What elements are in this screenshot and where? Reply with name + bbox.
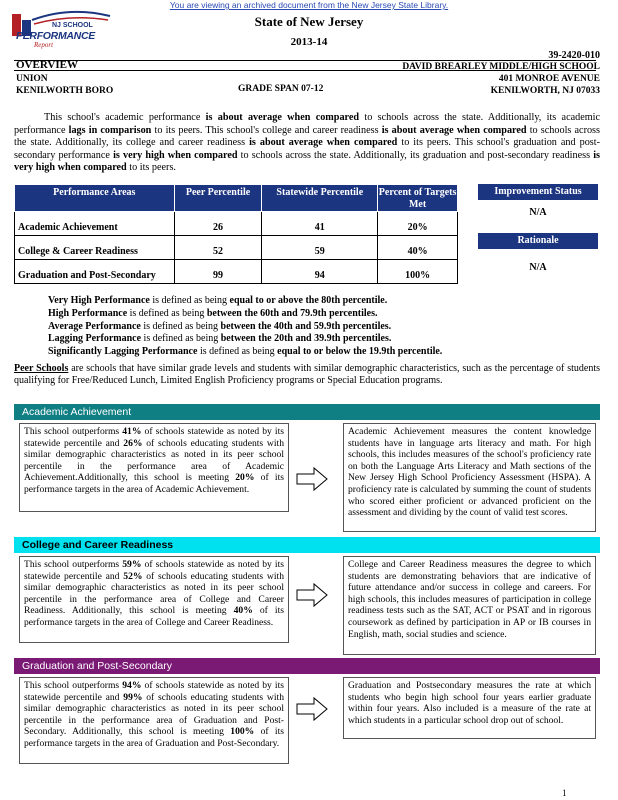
body-text: of schools educating students with similar demographic characteristics as noted in its peer school percentile in the performance area of Graduation and Post-Secondary. Additionally, this school is meeting (24, 691, 284, 738)
definition-term: Lagging Performance (48, 333, 142, 345)
row-peer: 99 (174, 260, 262, 284)
page-number: 1 (562, 788, 567, 798)
row-area: Graduation and Post-Secondary (15, 260, 175, 284)
definition-rule: equal to or above the 80th percentile. (229, 295, 388, 306)
performance-table (14, 184, 458, 284)
body-text: of its performance targets in the area of Graduation and Post-Secondary. (24, 726, 284, 749)
emphasis-text: 40% (233, 605, 253, 617)
academic-achievement-description: Academic Achievement measures the content knowledge students have in language arts literacy and math. For high schools, this includes measures of the school's proficiency rate on both the Language Arts Literacy and Math sections of the New Jersey High School Proficiency Assessment (HSPA). A proficiency rate is calculated by summing the count of students who scored either proficient or advanced proficient on the assessment and dividing by the count of valid test scores. (343, 423, 596, 532)
definition-rule: equal to or below the 19.9th percentile. (277, 346, 443, 358)
body-text: This school outperforms (24, 426, 123, 437)
col-header-statewide: Statewide Percentile (262, 185, 378, 212)
overview-label: OVERVIEW (16, 59, 78, 71)
definition-term: Very High Performance (48, 295, 150, 306)
emphasis-text: is about average when compared (249, 137, 398, 149)
table-row (15, 236, 458, 260)
definition-line (48, 346, 442, 359)
emphasis-text: 100% (230, 726, 255, 738)
body-text: of schools statewide as noted by its statewide percentile and (24, 426, 284, 449)
body-text: This school outperforms (24, 680, 123, 691)
peer-schools-definition (14, 363, 600, 388)
district-info (16, 73, 113, 97)
body-text: to schools across the state. Additionally, its college and career readiness (14, 124, 600, 149)
body-text: to schools across the state. Additionally, its graduation and post-secondary readiness (237, 149, 594, 161)
graduation-description: Graduation and Postsecondary measures the rate at which students who begin high school four years earlier graduate within four years. Also included is a measure of the rate at which students in a particular school drop out of school. (343, 677, 596, 739)
table-row (15, 212, 458, 236)
row-area: College & Career Readiness (15, 236, 175, 260)
arrow-right-icon (296, 696, 328, 722)
rationale-label: Rationale (478, 233, 598, 249)
body-text: of schools educating students with similar demographic characteristics as noted in its peer school percentile in the performance area of College and Career Readiness. Additionally, this school is meeting (24, 570, 284, 617)
row-statewide: 41 (262, 212, 378, 236)
row-peer: 52 (174, 236, 262, 260)
graduation-result (19, 677, 289, 764)
improvement-status-panel (478, 184, 598, 218)
definition-line (48, 295, 442, 308)
table-row (15, 260, 458, 284)
rationale-value: N/A (529, 262, 547, 273)
improvement-status-value: N/A (529, 207, 547, 218)
col-header-peer: Peer Percentile (174, 185, 262, 212)
district-name: KENILWORTH BORO (16, 86, 114, 96)
emphasis-text: is about average when compared (381, 124, 527, 136)
logo-sub-text: Report (34, 41, 54, 49)
row-statewide: 59 (262, 236, 378, 260)
col-header-targets: Percent of Targets Met (378, 185, 458, 212)
logo-main-text: PERFORMANCE (16, 30, 95, 42)
peer-schools-text: are schools that have similar grade levels and students with similar demographic characteristics, such as the percentage of students qualifying for Free/Reduced Lunch, Limited English Proficiency programs or Special Education programs. (14, 363, 600, 387)
body-text: This school's academic performance (44, 112, 206, 123)
section-header-college-career-readiness: College and Career Readiness (14, 537, 600, 553)
row-area: Academic Achievement (15, 212, 175, 236)
body-text: of its performance targets in the area of Academic Achievement. (24, 472, 284, 495)
archive-notice-link[interactable]: You are viewing an archived document from the New Jersey State Library. (169, 0, 449, 10)
school-year: 2013-14 (290, 36, 328, 48)
definition-line (48, 321, 442, 334)
definition-mid: is defined as being (149, 295, 230, 306)
document-title: State of New Jersey (254, 14, 364, 29)
arrow-right-icon (296, 582, 328, 608)
definition-mid: is defined as being (140, 320, 221, 332)
emphasis-text: 41% (122, 426, 142, 437)
emphasis-text: is very high when compared (14, 149, 600, 174)
school-code: 39-2420-010 (548, 50, 600, 61)
emphasis-text: 52% (123, 570, 143, 582)
emphasis-text: lags in comparison (68, 124, 152, 136)
section-header-academic-achievement: Academic Achievement (14, 404, 600, 420)
definition-line (48, 308, 442, 321)
body-text: of its performance targets in the area of College and Career Readiness. (24, 605, 284, 628)
emphasis-text: 20% (235, 472, 255, 484)
section-header-graduation-post-secondary: Graduation and Post-Secondary (14, 658, 600, 674)
peer-schools-term: Peer Schools (14, 363, 69, 374)
body-text: to its peers. (126, 162, 176, 174)
grade-span: GRADE SPAN 07-12 (238, 84, 324, 94)
performance-definitions (48, 295, 442, 359)
emphasis-text: 99% (123, 691, 143, 703)
emphasis-text: 94% (122, 680, 142, 691)
school-city: KENILWORTH, NJ 07033 (490, 86, 600, 96)
row-statewide: 94 (262, 260, 378, 284)
arrow-right-icon (296, 466, 328, 492)
definition-rule: between the 60th and 79.9th percentiles. (206, 307, 378, 319)
body-text: of schools educating students with similar demographic characteristics as noted in its peer school percentile in the performance area of Academic Achievement.Additionally, this school is meeting (24, 437, 284, 484)
school-name: DAVID BREARLEY MIDDLE/HIGH SCHOOL (402, 62, 600, 72)
emphasis-text: 26% (123, 437, 143, 449)
body-text: of schools statewide as noted by its statewide percentile and (24, 559, 284, 582)
improvement-status-label: Improvement Status (478, 184, 598, 200)
academic-achievement-result (19, 423, 289, 512)
college-career-result (19, 556, 289, 643)
county-name: UNION (16, 74, 48, 84)
row-targets: 20% (378, 212, 458, 236)
rationale-panel (478, 233, 598, 273)
definition-term: Significantly Lagging Performance (48, 346, 198, 358)
body-text: This school outperforms (24, 559, 123, 570)
emphasis-text: 59% (122, 559, 142, 570)
emphasis-text: is very high when compared (113, 149, 238, 161)
logo-top-text: NJ SCHOOL (52, 22, 93, 29)
definition-rule: between the 20th and 39.9th percentiles. (220, 333, 392, 345)
emphasis-text: is about average when compared (205, 112, 360, 123)
row-targets: 40% (378, 236, 458, 260)
college-career-description: College and Career Readiness measures the degree to which students are demonstrating behaviors that are indicative of future attendance and/or success in college and careers. For high schools, this includes measures of participation in college readiness tests such as the SAT, ACT or PSAT and in rigorous coursework as defined by participation in AP or IB courses in English, math, social studies and science. (343, 556, 596, 655)
school-address: 401 MONROE AVENUE (498, 74, 600, 84)
definition-rule: between the 40th and 59.9th percentiles. (220, 320, 392, 332)
row-targets: 100% (378, 260, 458, 284)
school-info (402, 61, 600, 97)
body-text: of schools statewide as noted by its statewide percentile and (24, 680, 284, 703)
definition-line (48, 333, 442, 346)
row-peer: 26 (174, 212, 262, 236)
body-text: to its peers. This school's graduation and post-secondary performance (14, 137, 600, 161)
body-text: to its peers. This school's college and career readiness (151, 124, 382, 136)
definition-mid: is defined as being (141, 333, 221, 345)
definition-mid: is defined as being (197, 346, 278, 358)
definition-mid: is defined as being (127, 307, 207, 319)
col-header-area: Performance Areas (15, 185, 175, 212)
definition-term: High Performance (48, 307, 128, 319)
performance-summary (14, 112, 600, 175)
body-text: to schools across the state. Additionally, its academic performance (14, 112, 601, 136)
definition-term: Average Performance (48, 320, 141, 332)
